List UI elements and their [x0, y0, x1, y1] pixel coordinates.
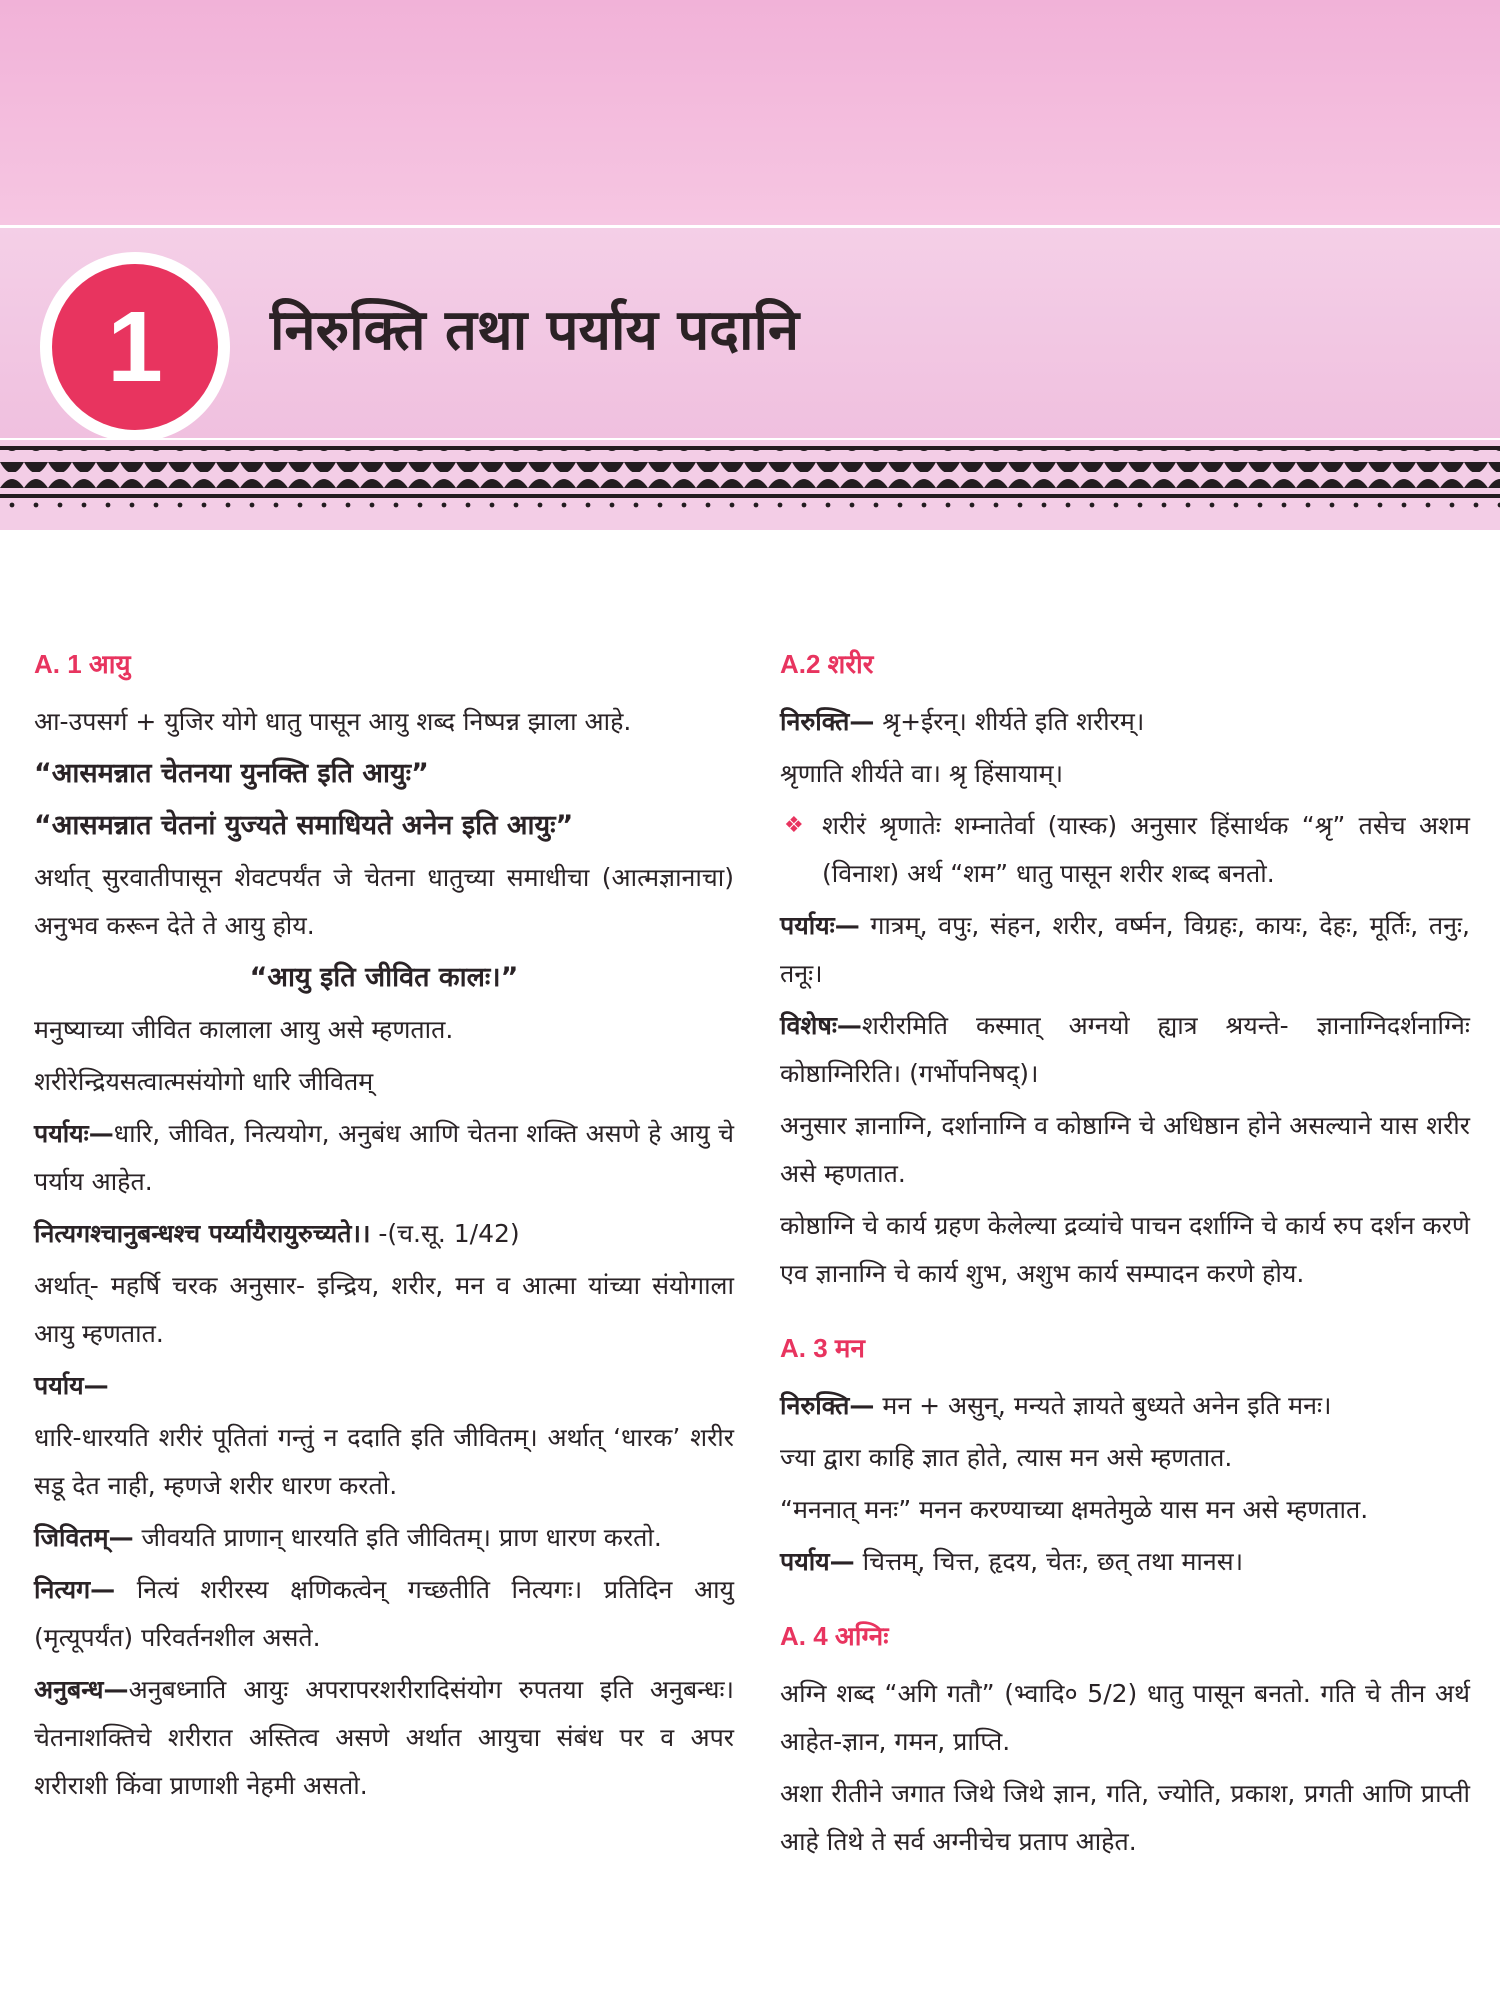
term-label: पर्यायः—: [780, 911, 860, 940]
paryay-paragraph: [780, 902, 1470, 998]
scallop-border-icon: [0, 440, 1500, 530]
term-text: चित्तम्, चित्त, हृदय, चेतः, छत् तथा मानस।: [854, 1547, 1244, 1576]
paryay-paragraph: [780, 1538, 1470, 1586]
section-heading-sharir: A.2 शरीर: [780, 649, 874, 679]
paragraph: आ-उपसर्ग + युजिर योगे धातु पासून आयु शब्द निष्पन्न झाला आहे.: [34, 707, 632, 736]
term-text: गात्रम्, वपुः, संहन, शरीर, वर्ष्मन, विग्रहः, कायः, देहः, मूर्तिः, तनुः, तनूः।: [780, 911, 1470, 988]
nirukti-paragraph: [780, 698, 1470, 746]
term-label: निरुक्ति—: [780, 1391, 875, 1420]
term-text: अनुबध्नाति आयुः अपरापरशरीरादिसंयोग रुपतया इति अनुबन्धः। चेतनाशक्तिचे शरीरात अस्तित्व असणे अर्थात आयुचा संबंध पर व अपर शरीराशी किंवा प्राणाशी नेहमी असतो.: [34, 1675, 734, 1800]
paragraph: धारि-धारयति शरीरं पूतितां गन्तुं न ददाति इति जीवितम्। अर्थात् ‘धारक’ शरीर सडू देत नाही, म्हणजे शरीर धारण करतो.: [34, 1423, 734, 1500]
term-label: विशेषः—: [780, 1011, 862, 1040]
paragraph: अर्थात् सुरवातीपासून शेवटपर्यंत जे चेतना धातुच्या समाधीचा (आत्मज्ञानाचा) अनुभव करून देते ते आयु होय.: [34, 863, 734, 940]
left-column: [34, 640, 734, 1814]
sutra-paragraph: [34, 1210, 734, 1258]
paragraph: श्रृणाति शीर्यते वा। श्रृ हिंसायाम्।: [780, 759, 1064, 788]
paragraph: अग्नि शब्द “अगि गतौ” (भ्वादि० 5/2) धातु पासून बनतो. गति चे तीन अर्थ आहेत-ज्ञान, गमन, प्राप्ति.: [780, 1679, 1470, 1756]
term-label: पर्याय—: [34, 1371, 109, 1400]
header-band: [0, 0, 1500, 225]
paragraph: “मननात् मनः” मनन करण्याच्या क्षमतेमुळे यास मन असे म्हणतात.: [780, 1495, 1369, 1524]
term-text: मन + असुन्, मन्यते ज्ञायते बुध्यते अनेन इति मनः।: [874, 1391, 1332, 1420]
quote: “आसमन्नात चेतनां युज्यते समाधियते अनेन इति आयुः”: [34, 810, 574, 841]
nirukti-paragraph: [780, 1382, 1470, 1430]
term-text: श्रृ+ईरन्। शीर्यते इति शरीरम्।: [874, 707, 1145, 736]
nityag-paragraph: [34, 1566, 734, 1662]
anubandh-paragraph: [34, 1666, 734, 1810]
decorative-border: [0, 440, 1500, 530]
term-label: पर्यायः—: [34, 1119, 114, 1148]
chapter-title: निरुक्ति तथा पर्याय पदानि: [270, 298, 800, 363]
sutra-reference: -(च.सू. 1/42): [370, 1219, 520, 1248]
quote-centered: “आयु इति जीवित कालः।”: [249, 962, 519, 993]
vishesh-paragraph: [780, 1002, 1470, 1098]
term-text: जीवयति प्राणान् धारयति इति जीवितम्। प्राण धारण करतो.: [133, 1523, 662, 1552]
paragraph: शरीरेन्द्रियसत्वात्मसंयोगो धारि जीवितम्: [34, 1067, 374, 1096]
bullet-item: [780, 802, 1470, 898]
section-heading-agni: A. 4 अग्निः: [780, 1621, 889, 1651]
paragraph: अशा रीतीने जगात जिथे जिथे ज्ञान, गति, ज्योति, प्रकाश, प्रगती आणि प्राप्ती आहे तिथे ते सर्व अग्नीचेच प्रताप आहेत.: [780, 1779, 1470, 1856]
term-label: पर्याय—: [780, 1547, 855, 1576]
term-label: नित्यग—: [34, 1575, 116, 1604]
sutra-text: नित्यगश्चानुबन्धश्च पर्य्यायैरायुरुच्यते।।: [34, 1219, 371, 1248]
section-heading-ayu: A. 1 आयु: [34, 649, 131, 679]
paryay-paragraph: [34, 1110, 734, 1206]
paragraph: कोष्ठाग्नि चे कार्य ग्रहण केलेल्या द्रव्यांचे पाचन दर्शाग्नि चे कार्य रुप दर्शन करणे एव ज्ञानाग्नि चे कार्य शुभ, अशुभ कार्य सम्पादन करणे होय.: [780, 1211, 1470, 1288]
chapter-number: 1: [107, 291, 163, 403]
jivitam-paragraph: [34, 1514, 734, 1562]
right-column: [780, 640, 1470, 1870]
term-text: नित्यं शरीरस्य क्षणिकत्वेन् गच्छतीति नित्यगः। प्रतिदिन आयु (मृत्यूपर्यंत) परिवर्तनशील असते.: [34, 1575, 734, 1652]
paragraph: ज्या द्वारा काहि ज्ञात होते, त्यास मन असे म्हणतात.: [780, 1443, 1233, 1472]
bullet-text: शरीरं श्रृणातेः शम्नातेर्वा (यास्क) अनुसार हिंसार्थक “श्रृ” तसेच अशम (विनाश) अर्थ “शम” धातु पासून शरीर शब्द बनतो.: [822, 811, 1470, 888]
section-heading-man: A. 3 मन: [780, 1333, 865, 1363]
diamond-bullet-icon: ❖: [784, 813, 804, 838]
term-label: जिवितम्—: [34, 1523, 134, 1552]
paragraph: मनुष्याच्या जीवित कालाला आयु असे म्हणतात.: [34, 1015, 454, 1044]
paragraph: अर्थात्- महर्षि चरक अनुसार- इन्द्रिय, शरीर, मन व आत्मा यांच्या संयोगाला आयु म्हणतात.: [34, 1271, 734, 1348]
term-text: शरीरमिति कस्मात् अग्नयो ह्यात्र श्रयन्ते- ज्ञानाग्निदर्शनाग्निः कोष्ठाग्निरिति। (गर्भोपनिषद्)।: [780, 1011, 1470, 1088]
term-label: निरुक्ति—: [780, 707, 875, 736]
term-label: अनुबन्ध—: [34, 1675, 129, 1704]
quote: “आसमन्नात चेतनया युनक्ति इति आयुः”: [34, 758, 429, 789]
paragraph: अनुसार ज्ञानाग्नि, दर्शानाग्नि व कोष्ठाग्नि चे अधिष्ठान होने असल्याने यास शरीर असे म्हणतात.: [780, 1111, 1470, 1188]
chapter-number-circle: [52, 264, 218, 430]
term-text: धारि, जीवित, नित्ययोग, अनुबंध आणि चेतना शक्ति असणे हे आयु चे पर्याय आहेत.: [34, 1119, 734, 1196]
